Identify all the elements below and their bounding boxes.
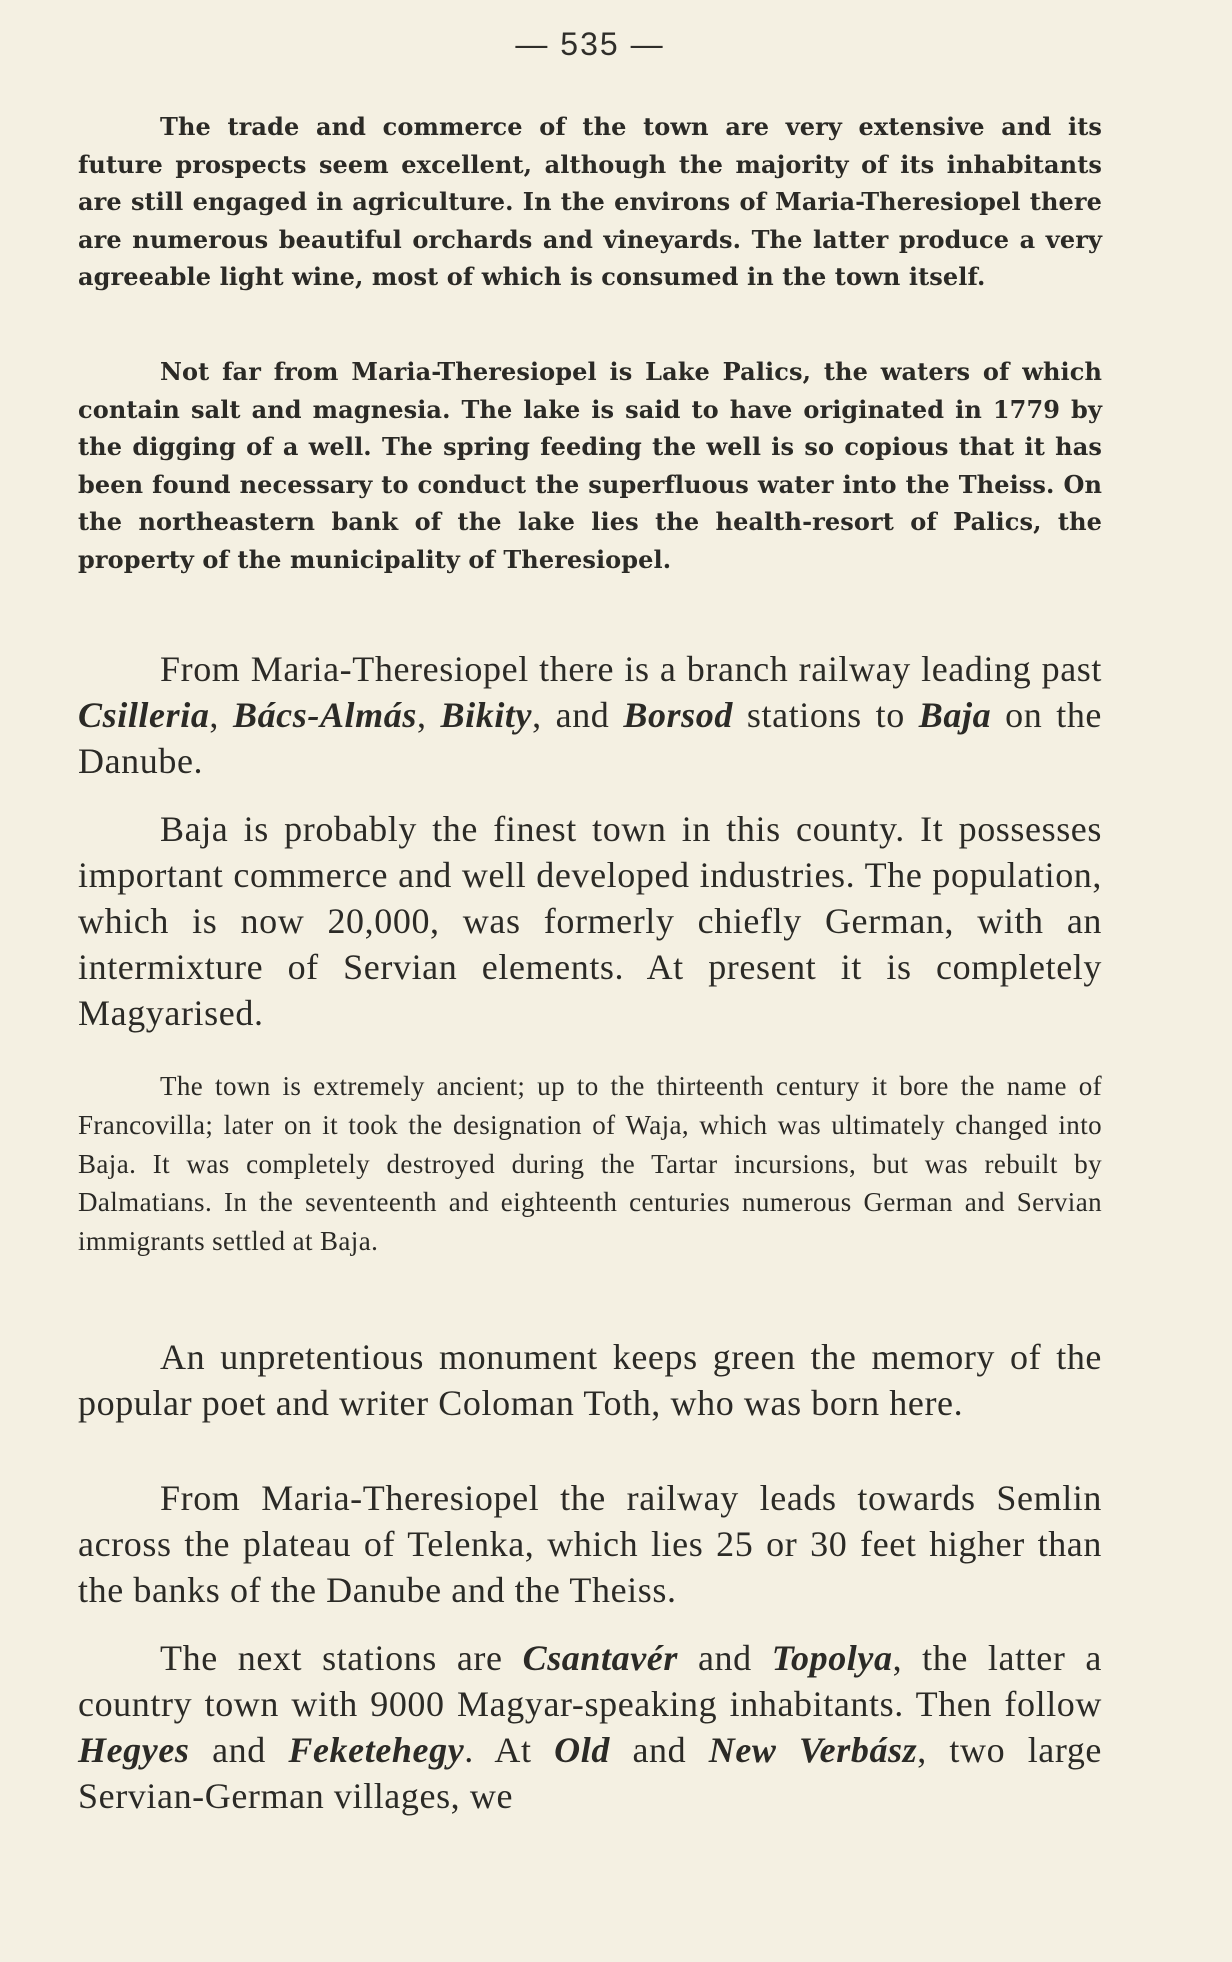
- text-run: stations to: [732, 695, 919, 735]
- text-run: and: [189, 1730, 289, 1770]
- station-bacs-almas: Bács-Almás: [232, 695, 417, 735]
- text-run: . At: [464, 1730, 555, 1770]
- paragraph-lake-palics: Not far from Maria-Theresiopel is Lake Palics, the waters of which contain salt and magnesia. The lake is said to have originated in 1779 by the digging of a well. The spring feeding the well is so copious that it has been found necessary to conduct the superfluous water into the Theiss. On the northeastern bank of the lake lies the health-resort of Palics, the property of the municipality of Theresiopel.: [78, 357, 1102, 574]
- text-run: ,: [209, 695, 233, 735]
- village-old: Old: [554, 1730, 610, 1770]
- station-borsod: Borsod: [623, 695, 733, 735]
- town-baja: Baja: [918, 695, 992, 735]
- paragraph-next-stations: [78, 1635, 1102, 1819]
- page-number: — 535 —: [515, 26, 665, 62]
- text-run: ,: [416, 695, 441, 735]
- text-run: and: [678, 1638, 772, 1678]
- station-csilleria: Csilleria: [78, 695, 210, 735]
- station-hegyes: Hegyes: [78, 1730, 190, 1770]
- text-run: The next stations are: [160, 1638, 523, 1678]
- paragraph-railway-semlin: From Maria-Theresiopel the railway leads towards Semlin across the plateau of Telenka, which lies 25 or 30 feet higher than the banks of the Danube and the Theiss.: [78, 1478, 1102, 1610]
- paragraph-baja: Baja is probably the finest town in this county. It possesses important commerce and well developed industries. The population, which is now 20,000, was formerly chiefly German, with an intermixture of Servian elements. At present it is completely Magyarised.: [78, 809, 1102, 1033]
- text-run: From Maria-Theresiopel there is a branch railway leading past: [160, 649, 1102, 689]
- text-run: , and: [532, 695, 624, 735]
- station-topolya: Topolya: [771, 1638, 893, 1678]
- station-csantaver: Csantavér: [522, 1638, 678, 1678]
- station-bikity: Bikity: [440, 695, 533, 735]
- text-run: on the Danube.: [78, 695, 1103, 781]
- station-feketehegy: Feketehegy: [288, 1730, 465, 1770]
- text-run: , the latter a country town with 9000 Magyar-speaking inhabitants. Then follow: [78, 1638, 1103, 1724]
- paragraph-ancient-town: The town is extremely ancient; up to the thirteenth century it bore the name of Francovilla; later on it took the designation of Waja, which was ultimately changed into Baja. It was completely destroyed during the Tartar incursions, but was rebuilt by Dalmatians. In the seventeenth and eighteenth centuries numerous German and Servian immigrants settled at Baja.: [78, 1071, 1102, 1257]
- paragraph-trade: The trade and commerce of the town are very extensive and its future prospects seem excellent, although the majority of its inhabitants are still engaged in agriculture. In the environs of Maria-Theresiopel there are numerous beautiful orchards and vineyards. The latter produce a very agreeable light wine, most of which is consumed in the town itself.: [78, 112, 1102, 291]
- paragraph-branch-railway: [78, 646, 1102, 784]
- village-new-verbasz: New Verbász: [708, 1730, 918, 1770]
- text-run: , two large Servian-German villages, we: [78, 1730, 1102, 1816]
- text-run: and: [609, 1730, 709, 1770]
- paragraph-monument: An unpretentious monument keeps green the memory of the popular poet and writer Coloman Toth, who was born here.: [78, 1337, 1102, 1423]
